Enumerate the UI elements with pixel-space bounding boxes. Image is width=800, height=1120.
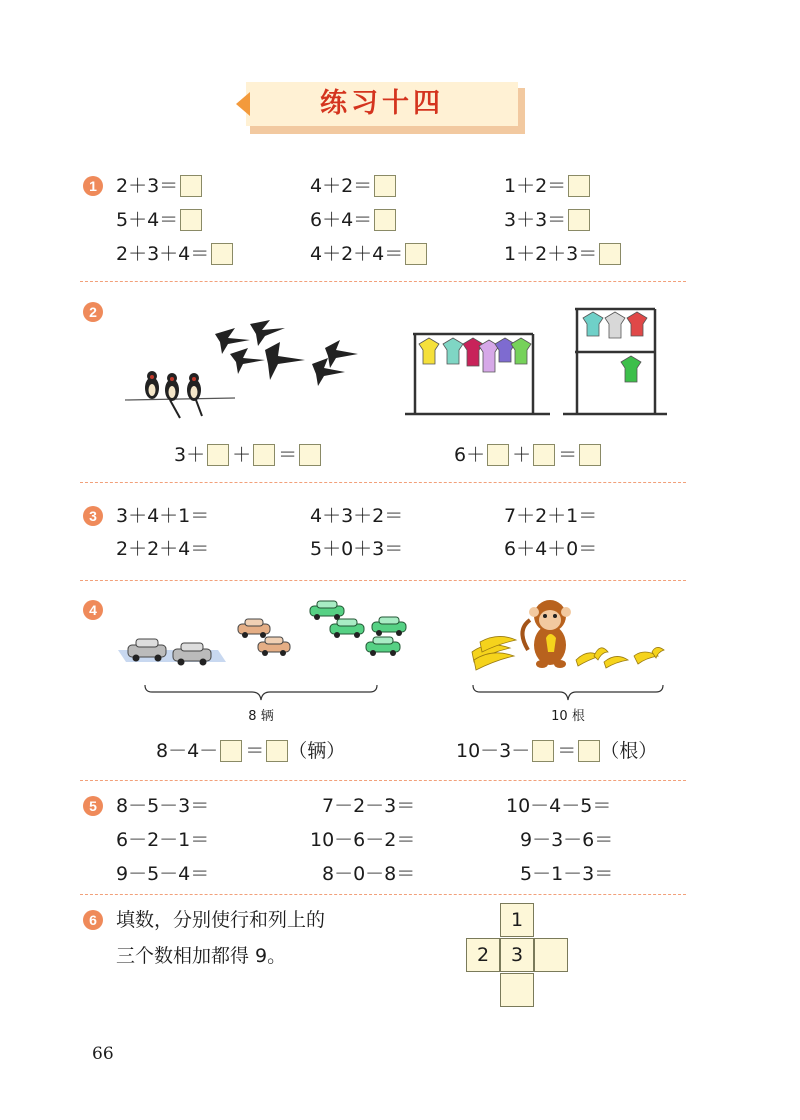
s3-eq-r2c3: 6＋4＋0＝ — [504, 538, 598, 560]
car-icon — [238, 619, 270, 638]
answer-box[interactable] — [487, 444, 509, 466]
cars-caption: 8 辆 — [248, 709, 274, 724]
section-divider — [80, 894, 686, 895]
s5-eq-r1c2: 7－2－3＝ — [322, 795, 416, 817]
section-2-badge: 2 — [83, 302, 103, 322]
car-icon — [372, 617, 406, 636]
s1-eq-r2c1: 5＋4＝ — [116, 207, 202, 233]
flying-bird-icon — [230, 348, 265, 374]
shirt-icon — [495, 338, 515, 362]
shirt-icon — [443, 338, 463, 364]
s3-eq-r2c2: 5＋0＋3＝ — [310, 538, 404, 560]
s3-eq-r1c2: 4＋3＋2＝ — [310, 505, 404, 527]
shirt-icon — [511, 338, 531, 364]
answer-box[interactable] — [220, 740, 242, 762]
perched-bird-icon — [187, 373, 202, 416]
section-divider — [80, 482, 686, 483]
banana-bunch-icon — [472, 636, 516, 670]
shirt-icon — [583, 312, 603, 336]
answer-box[interactable] — [533, 444, 555, 466]
page-number: 66 — [92, 1044, 114, 1064]
s3-eq-r2c1: 2＋2＋4＝ — [116, 538, 210, 560]
shirt-icon — [605, 312, 625, 338]
car-icon — [366, 637, 400, 656]
answer-box[interactable] — [266, 740, 288, 762]
flying-bird-icon — [250, 320, 285, 346]
shirt-icon — [621, 356, 641, 382]
s1-eq-r3c3: 1＋2＋3＝ — [504, 241, 621, 267]
answer-box[interactable] — [568, 209, 590, 231]
section-divider — [80, 780, 686, 781]
s2-left-equation: 3＋ ＋ ＝ — [174, 442, 321, 468]
perched-bird-icon — [165, 373, 180, 418]
car-icon — [310, 601, 344, 620]
s5-eq-r3c1: 9－5－4＝ — [116, 863, 210, 885]
s6-instruction-line2: 三个数相加都得 9。 — [116, 945, 287, 967]
answer-box[interactable] — [374, 175, 396, 197]
shirt-icon — [627, 312, 647, 336]
s5-eq-r2c2: 10－6－2＝ — [310, 829, 416, 851]
answer-box[interactable] — [578, 740, 600, 762]
grid-cell-mid-right[interactable] — [534, 938, 568, 972]
cars-illustration — [118, 600, 418, 675]
shirt-icon — [463, 338, 483, 366]
s6-instruction-line1: 填数，分别使行和列上的 — [116, 909, 326, 931]
shirt-icon — [419, 338, 439, 364]
s3-eq-r1c3: 7＋2＋1＝ — [504, 505, 598, 527]
flying-bird-icon — [265, 342, 305, 380]
grid-cell-top[interactable]: 1 — [500, 903, 534, 937]
answer-box[interactable] — [180, 209, 202, 231]
car-icon — [330, 619, 364, 638]
s5-eq-r1c3: 10－4－5＝ — [506, 795, 612, 817]
car-icon — [173, 643, 211, 666]
section-4-badge: 4 — [83, 600, 103, 620]
car-icon — [258, 637, 290, 656]
section-divider — [80, 580, 686, 581]
answer-box[interactable] — [180, 175, 202, 197]
grid-cell-center[interactable]: 3 — [500, 938, 534, 972]
s1-eq-r1c1: 2＋3＝ — [116, 173, 202, 199]
answer-box[interactable] — [374, 209, 396, 231]
section-3-badge: 3 — [83, 506, 103, 526]
s5-eq-r2c1: 6－2－1＝ — [116, 829, 210, 851]
monkey-bananas-illustration — [468, 590, 673, 680]
section-divider — [80, 281, 686, 282]
s5-eq-r3c3: 5－1－3＝ — [520, 863, 614, 885]
banana-peel-icon — [576, 647, 664, 668]
s1-eq-r1c2: 4＋2＝ — [310, 173, 396, 199]
title-banner — [238, 82, 526, 134]
s5-eq-r3c2: 8－0－8＝ — [322, 863, 416, 885]
right-brace — [472, 684, 664, 702]
s1-eq-r2c2: 6＋4＝ — [310, 207, 396, 233]
grid-cell-bottom[interactable] — [500, 973, 534, 1007]
s1-eq-r1c3: 1＋2＝ — [504, 173, 590, 199]
s4-right-equation: 10－3－ ＝ （根） — [456, 740, 658, 762]
s5-eq-r1c1: 8－5－3＝ — [116, 795, 210, 817]
answer-box[interactable] — [211, 243, 233, 265]
answer-box[interactable] — [568, 175, 590, 197]
birds-illustration — [110, 310, 320, 425]
bananas-caption: 10 根 — [551, 709, 585, 724]
section-1-badge: 1 — [83, 176, 103, 196]
flying-bird-icon — [325, 340, 358, 368]
s2-right-equation: 6＋ ＋ ＝ — [454, 442, 601, 468]
answer-box[interactable] — [405, 243, 427, 265]
s4-left-equation: 8－4－ ＝ （辆） — [156, 740, 346, 762]
answer-box[interactable] — [253, 444, 275, 466]
answer-box[interactable] — [579, 444, 601, 466]
answer-box[interactable] — [532, 740, 554, 762]
answer-box[interactable] — [299, 444, 321, 466]
monkey-icon — [522, 600, 571, 668]
section-5-badge: 5 — [83, 796, 103, 816]
perched-bird-icon — [145, 371, 159, 399]
s1-eq-r3c1: 2＋3＋4＝ — [116, 241, 233, 267]
page-title: 练习十四 — [320, 88, 444, 119]
s3-eq-r1c1: 3＋4＋1＝ — [116, 505, 210, 527]
flying-bird-icon — [312, 358, 345, 386]
answer-box[interactable] — [207, 444, 229, 466]
answer-box[interactable] — [599, 243, 621, 265]
section-6-badge: 6 — [83, 910, 103, 930]
s1-eq-r2c3: 3＋3＝ — [504, 207, 590, 233]
grid-cell-mid-left[interactable]: 2 — [466, 938, 500, 972]
left-brace — [144, 684, 378, 702]
s5-eq-r2c3: 9－3－6＝ — [520, 829, 614, 851]
clothes-racks-illustration — [405, 304, 685, 422]
s1-eq-r3c2: 4＋2＋4＝ — [310, 241, 427, 267]
